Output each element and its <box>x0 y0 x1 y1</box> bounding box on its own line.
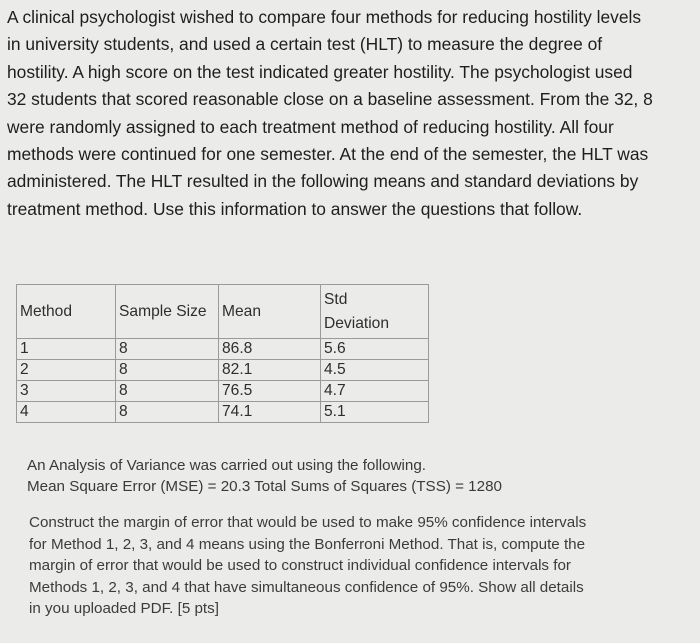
summary-table <box>16 284 429 423</box>
question-text <box>29 512 669 620</box>
question-line: for Method 1, 2, 3, and 4 means using the Bonferroni Method. That is, compute the <box>29 535 586 553</box>
intro-line: in university students, and used a certain test (HLT) to measure the degree of <box>7 34 603 55</box>
header-deviation: Deviation <box>324 314 390 332</box>
header-std-deviation <box>321 285 429 339</box>
table-header-row <box>17 285 429 339</box>
cell-method: 2 <box>17 360 116 381</box>
intro-line: methods were continued for one semester. At the end of the semester, the HLT was <box>7 144 649 165</box>
cell-sample-size: 8 <box>116 360 219 381</box>
cell-sample-size: 8 <box>116 381 219 402</box>
table-row <box>17 360 429 381</box>
cell-method: 3 <box>17 381 116 402</box>
cell-mean: 76.5 <box>219 381 321 402</box>
question-line: in you uploaded PDF. [5 pts] <box>29 600 219 617</box>
cell-std: 4.5 <box>321 360 429 381</box>
header-std: Std <box>324 290 348 308</box>
cell-mean: 82.1 <box>219 360 321 381</box>
question-line: margin of error that would be used to construct individual confidence intervals for <box>29 557 571 574</box>
cell-std: 5.6 <box>321 339 429 360</box>
header-mean: Mean <box>219 285 321 339</box>
cell-mean: 74.1 <box>219 402 321 423</box>
header-method: Method <box>17 285 116 339</box>
cell-std: 4.7 <box>321 381 429 402</box>
header-sample-size: Sample Size <box>116 285 219 339</box>
intro-line: administered. The HLT resulted in the following means and standard deviations by <box>7 171 639 192</box>
cell-std: 5.1 <box>321 402 429 423</box>
cell-sample-size: 8 <box>116 339 219 360</box>
problem-intro <box>7 4 695 223</box>
cell-sample-size: 8 <box>116 402 219 423</box>
anova-line: Mean Square Error (MSE) = 20.3 Total Sums of Squares (TSS) = 1280 <box>27 478 502 495</box>
intro-line: were randomly assigned to each treatment method of reducing hostility. All four <box>7 116 614 137</box>
cell-method: 4 <box>17 402 116 423</box>
table-row <box>17 402 429 423</box>
table-row <box>17 339 429 360</box>
question-line: Methods 1, 2, 3, and 4 that have simultaneous confidence of 95%. Show all details <box>29 578 584 596</box>
intro-line: 32 students that scored reasonable close on a baseline assessment. From the 32, 8 <box>7 89 653 110</box>
cell-method: 1 <box>17 339 116 360</box>
question-line: Construct the margin of error that would be used to make 95% confidence intervals <box>29 514 587 531</box>
table-row <box>17 381 429 402</box>
intro-line: A clinical psychologist wished to compare four methods for reducing hostility levels <box>7 7 642 27</box>
anova-info <box>27 455 502 497</box>
cell-mean: 86.8 <box>219 339 321 360</box>
anova-line: An Analysis of Variance was carried out using the following. <box>27 457 427 474</box>
intro-line: treatment method. Use this information to answer the questions that follow. <box>7 198 583 219</box>
intro-line: hostility. A high score on the test indicated greater hostility. The psychologist used <box>7 61 633 82</box>
